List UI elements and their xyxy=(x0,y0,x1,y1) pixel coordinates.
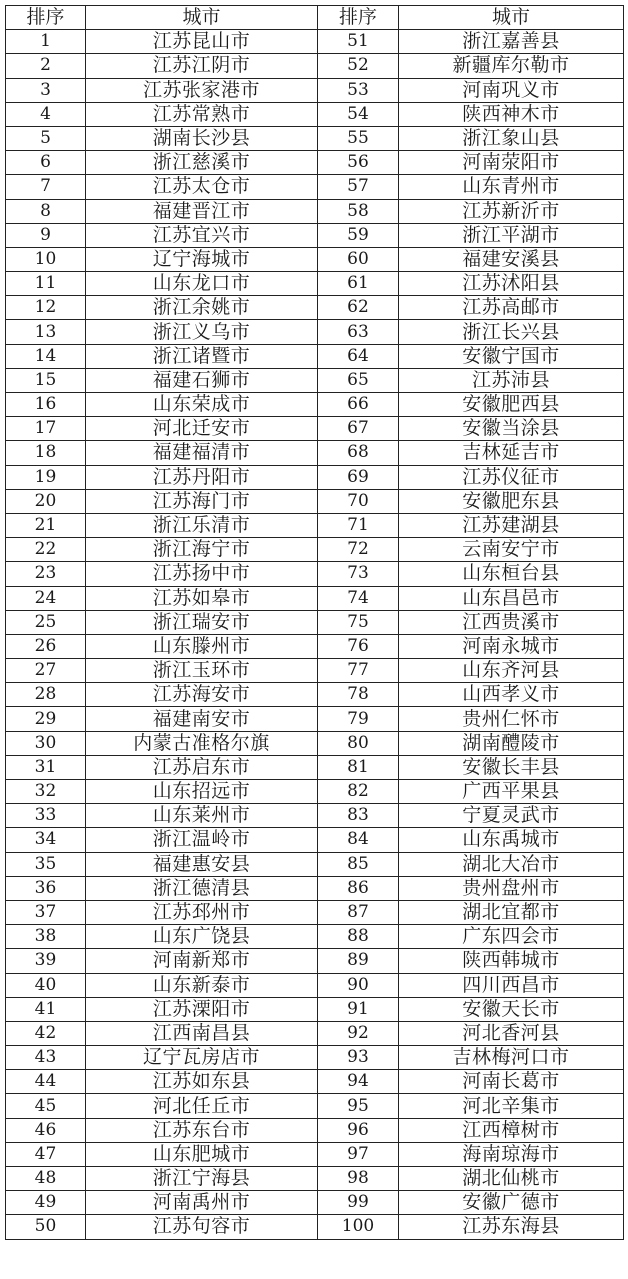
rank-right-cell: 62 xyxy=(318,296,399,320)
table-row xyxy=(6,1215,624,1239)
city-right-cell: 河南长葛市 xyxy=(399,1070,624,1094)
rank-right-cell: 63 xyxy=(318,320,399,344)
table-row xyxy=(6,296,624,320)
rank-right-cell: 55 xyxy=(318,126,399,150)
city-right-cell: 山东禹城市 xyxy=(399,828,624,852)
city-left-cell: 江苏宜兴市 xyxy=(86,223,318,247)
rank-left-cell: 20 xyxy=(6,489,86,513)
rank-left-cell: 44 xyxy=(6,1070,86,1094)
city-right-cell: 浙江平湖市 xyxy=(399,223,624,247)
city-left-cell: 江苏江阴市 xyxy=(86,54,318,78)
table-row xyxy=(6,247,624,271)
table-row xyxy=(6,586,624,610)
city-right-cell: 安徽长丰县 xyxy=(399,755,624,779)
city-left-cell: 浙江义乌市 xyxy=(86,320,318,344)
table-row xyxy=(6,1142,624,1166)
city-left-cell: 浙江慈溪市 xyxy=(86,151,318,175)
table-row xyxy=(6,900,624,924)
city-right-cell: 湖北宜都市 xyxy=(399,900,624,924)
table-row xyxy=(6,852,624,876)
city-left-cell: 江苏丹阳市 xyxy=(86,465,318,489)
table-row xyxy=(6,634,624,658)
city-left-cell: 江苏太仓市 xyxy=(86,175,318,199)
city-left-cell: 山东广饶县 xyxy=(86,925,318,949)
table-row xyxy=(6,1070,624,1094)
rank-left-cell: 1 xyxy=(6,30,86,54)
rank-right-cell: 65 xyxy=(318,368,399,392)
city-right-cell: 安徽天长市 xyxy=(399,997,624,1021)
city-left-cell: 湖南长沙县 xyxy=(86,126,318,150)
table-row xyxy=(6,804,624,828)
city-right-cell: 河北辛集市 xyxy=(399,1094,624,1118)
rank-left-cell: 18 xyxy=(6,441,86,465)
city-left-cell: 江苏海门市 xyxy=(86,489,318,513)
city-left-cell: 江苏张家港市 xyxy=(86,78,318,102)
city-left-cell: 浙江余姚市 xyxy=(86,296,318,320)
table-row xyxy=(6,54,624,78)
rank-left-cell: 45 xyxy=(6,1094,86,1118)
rank-right-cell: 53 xyxy=(318,78,399,102)
table-row xyxy=(6,828,624,852)
city-right-cell: 江西樟树市 xyxy=(399,1118,624,1142)
rank-left-cell: 40 xyxy=(6,973,86,997)
table-row xyxy=(6,368,624,392)
table-row xyxy=(6,151,624,175)
rank-left-cell: 8 xyxy=(6,199,86,223)
rank-left-cell: 17 xyxy=(6,417,86,441)
rank-right-cell: 88 xyxy=(318,925,399,949)
rank-right-cell: 52 xyxy=(318,54,399,78)
rank-left-cell: 47 xyxy=(6,1142,86,1166)
rank-right-cell: 56 xyxy=(318,151,399,175)
rank-left-cell: 22 xyxy=(6,538,86,562)
rank-right-cell: 91 xyxy=(318,997,399,1021)
rank-left-cell: 29 xyxy=(6,707,86,731)
table-row xyxy=(6,973,624,997)
rank-right-cell: 90 xyxy=(318,973,399,997)
rank-right-cell: 75 xyxy=(318,610,399,634)
city-left-cell: 河南新郑市 xyxy=(86,949,318,973)
rank-right-cell: 67 xyxy=(318,417,399,441)
city-right-cell: 江苏东海县 xyxy=(399,1215,624,1239)
rank-right-cell: 87 xyxy=(318,900,399,924)
city-left-cell: 江苏句容市 xyxy=(86,1215,318,1239)
city-left-cell: 山东招远市 xyxy=(86,780,318,804)
city-left-cell: 山东肥城市 xyxy=(86,1142,318,1166)
table-row xyxy=(6,393,624,417)
table-row xyxy=(6,949,624,973)
rank-left-cell: 23 xyxy=(6,562,86,586)
table-row xyxy=(6,683,624,707)
table-row xyxy=(6,562,624,586)
table-row xyxy=(6,272,624,296)
city-left-cell: 浙江瑞安市 xyxy=(86,610,318,634)
city-left-cell: 江苏溧阳市 xyxy=(86,997,318,1021)
rank-right-cell: 98 xyxy=(318,1167,399,1191)
city-left-cell: 山东莱州市 xyxy=(86,804,318,828)
rank-right-cell: 73 xyxy=(318,562,399,586)
city-right-cell: 河北香河县 xyxy=(399,1021,624,1045)
rank-right-cell: 74 xyxy=(318,586,399,610)
city-right-cell: 陕西神木市 xyxy=(399,102,624,126)
rank-right-cell: 59 xyxy=(318,223,399,247)
city-right-cell: 江苏新沂市 xyxy=(399,199,624,223)
header-rank-right: 排序 xyxy=(318,6,399,30)
rank-left-cell: 27 xyxy=(6,659,86,683)
city-left-cell: 福建晋江市 xyxy=(86,199,318,223)
rank-left-cell: 19 xyxy=(6,465,86,489)
city-right-cell: 江苏仪征市 xyxy=(399,465,624,489)
city-right-cell: 贵州盘州市 xyxy=(399,876,624,900)
table-row xyxy=(6,780,624,804)
table-header xyxy=(6,6,624,30)
city-right-cell: 山东齐河县 xyxy=(399,659,624,683)
table-row xyxy=(6,1094,624,1118)
city-left-cell: 山东荣成市 xyxy=(86,393,318,417)
city-left-cell: 江苏海安市 xyxy=(86,683,318,707)
city-left-cell: 江西南昌县 xyxy=(86,1021,318,1045)
rank-right-cell: 57 xyxy=(318,175,399,199)
rank-left-cell: 3 xyxy=(6,78,86,102)
rank-left-cell: 38 xyxy=(6,925,86,949)
city-left-cell: 江苏如东县 xyxy=(86,1070,318,1094)
city-right-cell: 江苏沛县 xyxy=(399,368,624,392)
table-row xyxy=(6,610,624,634)
city-right-cell: 浙江象山县 xyxy=(399,126,624,150)
city-left-cell: 福建惠安县 xyxy=(86,852,318,876)
rank-right-cell: 71 xyxy=(318,513,399,537)
rank-right-cell: 66 xyxy=(318,393,399,417)
table-row xyxy=(6,513,624,537)
city-right-cell: 浙江嘉善县 xyxy=(399,30,624,54)
city-left-cell: 山东龙口市 xyxy=(86,272,318,296)
rank-right-cell: 97 xyxy=(318,1142,399,1166)
city-right-cell: 河南永城市 xyxy=(399,634,624,658)
rank-right-cell: 83 xyxy=(318,804,399,828)
city-left-cell: 浙江玉环市 xyxy=(86,659,318,683)
rank-right-cell: 58 xyxy=(318,199,399,223)
table-row xyxy=(6,1046,624,1070)
table-row xyxy=(6,707,624,731)
rank-right-cell: 94 xyxy=(318,1070,399,1094)
rank-right-cell: 85 xyxy=(318,852,399,876)
rank-right-cell: 80 xyxy=(318,731,399,755)
rank-left-cell: 12 xyxy=(6,296,86,320)
rank-right-cell: 96 xyxy=(318,1118,399,1142)
rank-left-cell: 43 xyxy=(6,1046,86,1070)
rank-right-cell: 61 xyxy=(318,272,399,296)
table-row xyxy=(6,1167,624,1191)
table-row xyxy=(6,175,624,199)
table-row xyxy=(6,199,624,223)
table-row xyxy=(6,731,624,755)
table-row xyxy=(6,102,624,126)
rank-left-cell: 24 xyxy=(6,586,86,610)
table-row xyxy=(6,126,624,150)
rank-right-cell: 81 xyxy=(318,755,399,779)
rank-right-cell: 99 xyxy=(318,1191,399,1215)
rank-left-cell: 37 xyxy=(6,900,86,924)
rank-left-cell: 42 xyxy=(6,1021,86,1045)
rank-right-cell: 70 xyxy=(318,489,399,513)
city-right-cell: 安徽肥东县 xyxy=(399,489,624,513)
rank-right-cell: 89 xyxy=(318,949,399,973)
table-row xyxy=(6,876,624,900)
city-left-cell: 辽宁海城市 xyxy=(86,247,318,271)
rank-right-cell: 100 xyxy=(318,1215,399,1239)
city-right-cell: 安徽宁国市 xyxy=(399,344,624,368)
rank-left-cell: 13 xyxy=(6,320,86,344)
city-right-cell: 宁夏灵武市 xyxy=(399,804,624,828)
rank-left-cell: 4 xyxy=(6,102,86,126)
rank-left-cell: 33 xyxy=(6,804,86,828)
city-right-cell: 云南安宁市 xyxy=(399,538,624,562)
city-right-cell: 河南巩义市 xyxy=(399,78,624,102)
table-body xyxy=(6,30,624,1239)
city-right-cell: 湖北大冶市 xyxy=(399,852,624,876)
table-row xyxy=(6,1191,624,1215)
city-right-cell: 安徽肥西县 xyxy=(399,393,624,417)
header-rank-left: 排序 xyxy=(6,6,86,30)
rank-left-cell: 15 xyxy=(6,368,86,392)
table-row xyxy=(6,344,624,368)
rank-right-cell: 68 xyxy=(318,441,399,465)
rank-left-cell: 9 xyxy=(6,223,86,247)
rank-left-cell: 10 xyxy=(6,247,86,271)
city-right-cell: 贵州仁怀市 xyxy=(399,707,624,731)
city-left-cell: 浙江德清县 xyxy=(86,876,318,900)
city-left-cell: 河北迁安市 xyxy=(86,417,318,441)
rank-left-cell: 30 xyxy=(6,731,86,755)
city-left-cell: 河北任丘市 xyxy=(86,1094,318,1118)
city-right-cell: 四川西昌市 xyxy=(399,973,624,997)
city-right-cell: 山东昌邑市 xyxy=(399,586,624,610)
city-left-cell: 江苏启东市 xyxy=(86,755,318,779)
rank-right-cell: 60 xyxy=(318,247,399,271)
city-right-cell: 山东桓台县 xyxy=(399,562,624,586)
rank-left-cell: 41 xyxy=(6,997,86,1021)
rank-left-cell: 39 xyxy=(6,949,86,973)
city-left-cell: 辽宁瓦房店市 xyxy=(86,1046,318,1070)
city-right-cell: 湖北仙桃市 xyxy=(399,1167,624,1191)
city-right-cell: 福建安溪县 xyxy=(399,247,624,271)
rank-left-cell: 16 xyxy=(6,393,86,417)
city-right-cell: 江西贵溪市 xyxy=(399,610,624,634)
city-left-cell: 江苏如皋市 xyxy=(86,586,318,610)
city-right-cell: 浙江长兴县 xyxy=(399,320,624,344)
rank-right-cell: 51 xyxy=(318,30,399,54)
city-left-cell: 江苏东台市 xyxy=(86,1118,318,1142)
table-row xyxy=(6,1021,624,1045)
city-right-cell: 江苏建湖县 xyxy=(399,513,624,537)
rank-left-cell: 2 xyxy=(6,54,86,78)
city-left-cell: 福建福清市 xyxy=(86,441,318,465)
table-row xyxy=(6,925,624,949)
city-right-cell: 河南荥阳市 xyxy=(399,151,624,175)
ranking-table xyxy=(5,5,624,1240)
rank-left-cell: 7 xyxy=(6,175,86,199)
rank-left-cell: 6 xyxy=(6,151,86,175)
table-row xyxy=(6,489,624,513)
city-right-cell: 吉林延吉市 xyxy=(399,441,624,465)
table-row xyxy=(6,441,624,465)
city-right-cell: 吉林梅河口市 xyxy=(399,1046,624,1070)
table-row xyxy=(6,659,624,683)
rank-left-cell: 25 xyxy=(6,610,86,634)
city-right-cell: 湖南醴陵市 xyxy=(399,731,624,755)
rank-left-cell: 50 xyxy=(6,1215,86,1239)
table-row xyxy=(6,223,624,247)
city-right-cell: 安徽当涂县 xyxy=(399,417,624,441)
city-left-cell: 河南禹州市 xyxy=(86,1191,318,1215)
city-right-cell: 陕西韩城市 xyxy=(399,949,624,973)
rank-right-cell: 79 xyxy=(318,707,399,731)
header-city-left: 城市 xyxy=(86,6,318,30)
city-right-cell: 安徽广德市 xyxy=(399,1191,624,1215)
rank-left-cell: 5 xyxy=(6,126,86,150)
rank-right-cell: 64 xyxy=(318,344,399,368)
rank-right-cell: 72 xyxy=(318,538,399,562)
rank-left-cell: 28 xyxy=(6,683,86,707)
table-row xyxy=(6,997,624,1021)
rank-left-cell: 46 xyxy=(6,1118,86,1142)
table-row xyxy=(6,755,624,779)
rank-left-cell: 31 xyxy=(6,755,86,779)
city-left-cell: 浙江温岭市 xyxy=(86,828,318,852)
table-row xyxy=(6,465,624,489)
rank-left-cell: 34 xyxy=(6,828,86,852)
city-left-cell: 江苏常熟市 xyxy=(86,102,318,126)
city-right-cell: 广西平果县 xyxy=(399,780,624,804)
rank-right-cell: 78 xyxy=(318,683,399,707)
rank-right-cell: 77 xyxy=(318,659,399,683)
rank-left-cell: 26 xyxy=(6,634,86,658)
rank-left-cell: 21 xyxy=(6,513,86,537)
table-row xyxy=(6,320,624,344)
rank-right-cell: 92 xyxy=(318,1021,399,1045)
table-row xyxy=(6,1118,624,1142)
rank-left-cell: 36 xyxy=(6,876,86,900)
rank-right-cell: 93 xyxy=(318,1046,399,1070)
city-left-cell: 浙江海宁市 xyxy=(86,538,318,562)
city-left-cell: 山东滕州市 xyxy=(86,634,318,658)
city-right-cell: 江苏高邮市 xyxy=(399,296,624,320)
header-row xyxy=(6,6,624,30)
city-left-cell: 内蒙古准格尔旗 xyxy=(86,731,318,755)
rank-left-cell: 49 xyxy=(6,1191,86,1215)
city-left-cell: 江苏扬中市 xyxy=(86,562,318,586)
rank-right-cell: 82 xyxy=(318,780,399,804)
table-row xyxy=(6,78,624,102)
city-right-cell: 江苏沭阳县 xyxy=(399,272,624,296)
rank-right-cell: 69 xyxy=(318,465,399,489)
city-right-cell: 海南琼海市 xyxy=(399,1142,624,1166)
rank-right-cell: 76 xyxy=(318,634,399,658)
city-right-cell: 广东四会市 xyxy=(399,925,624,949)
rank-right-cell: 86 xyxy=(318,876,399,900)
city-left-cell: 山东新泰市 xyxy=(86,973,318,997)
rank-left-cell: 35 xyxy=(6,852,86,876)
city-left-cell: 浙江宁海县 xyxy=(86,1167,318,1191)
city-right-cell: 山东青州市 xyxy=(399,175,624,199)
city-left-cell: 浙江乐清市 xyxy=(86,513,318,537)
rank-left-cell: 14 xyxy=(6,344,86,368)
rank-left-cell: 48 xyxy=(6,1167,86,1191)
rank-left-cell: 32 xyxy=(6,780,86,804)
header-city-right: 城市 xyxy=(399,6,624,30)
city-left-cell: 浙江诸暨市 xyxy=(86,344,318,368)
city-right-cell: 山西孝义市 xyxy=(399,683,624,707)
city-left-cell: 江苏昆山市 xyxy=(86,30,318,54)
rank-right-cell: 84 xyxy=(318,828,399,852)
city-left-cell: 福建石狮市 xyxy=(86,368,318,392)
rank-left-cell: 11 xyxy=(6,272,86,296)
table-row xyxy=(6,30,624,54)
city-left-cell: 江苏邳州市 xyxy=(86,900,318,924)
table-row xyxy=(6,417,624,441)
city-right-cell: 新疆库尔勒市 xyxy=(399,54,624,78)
table-row xyxy=(6,538,624,562)
rank-right-cell: 54 xyxy=(318,102,399,126)
city-left-cell: 福建南安市 xyxy=(86,707,318,731)
rank-right-cell: 95 xyxy=(318,1094,399,1118)
